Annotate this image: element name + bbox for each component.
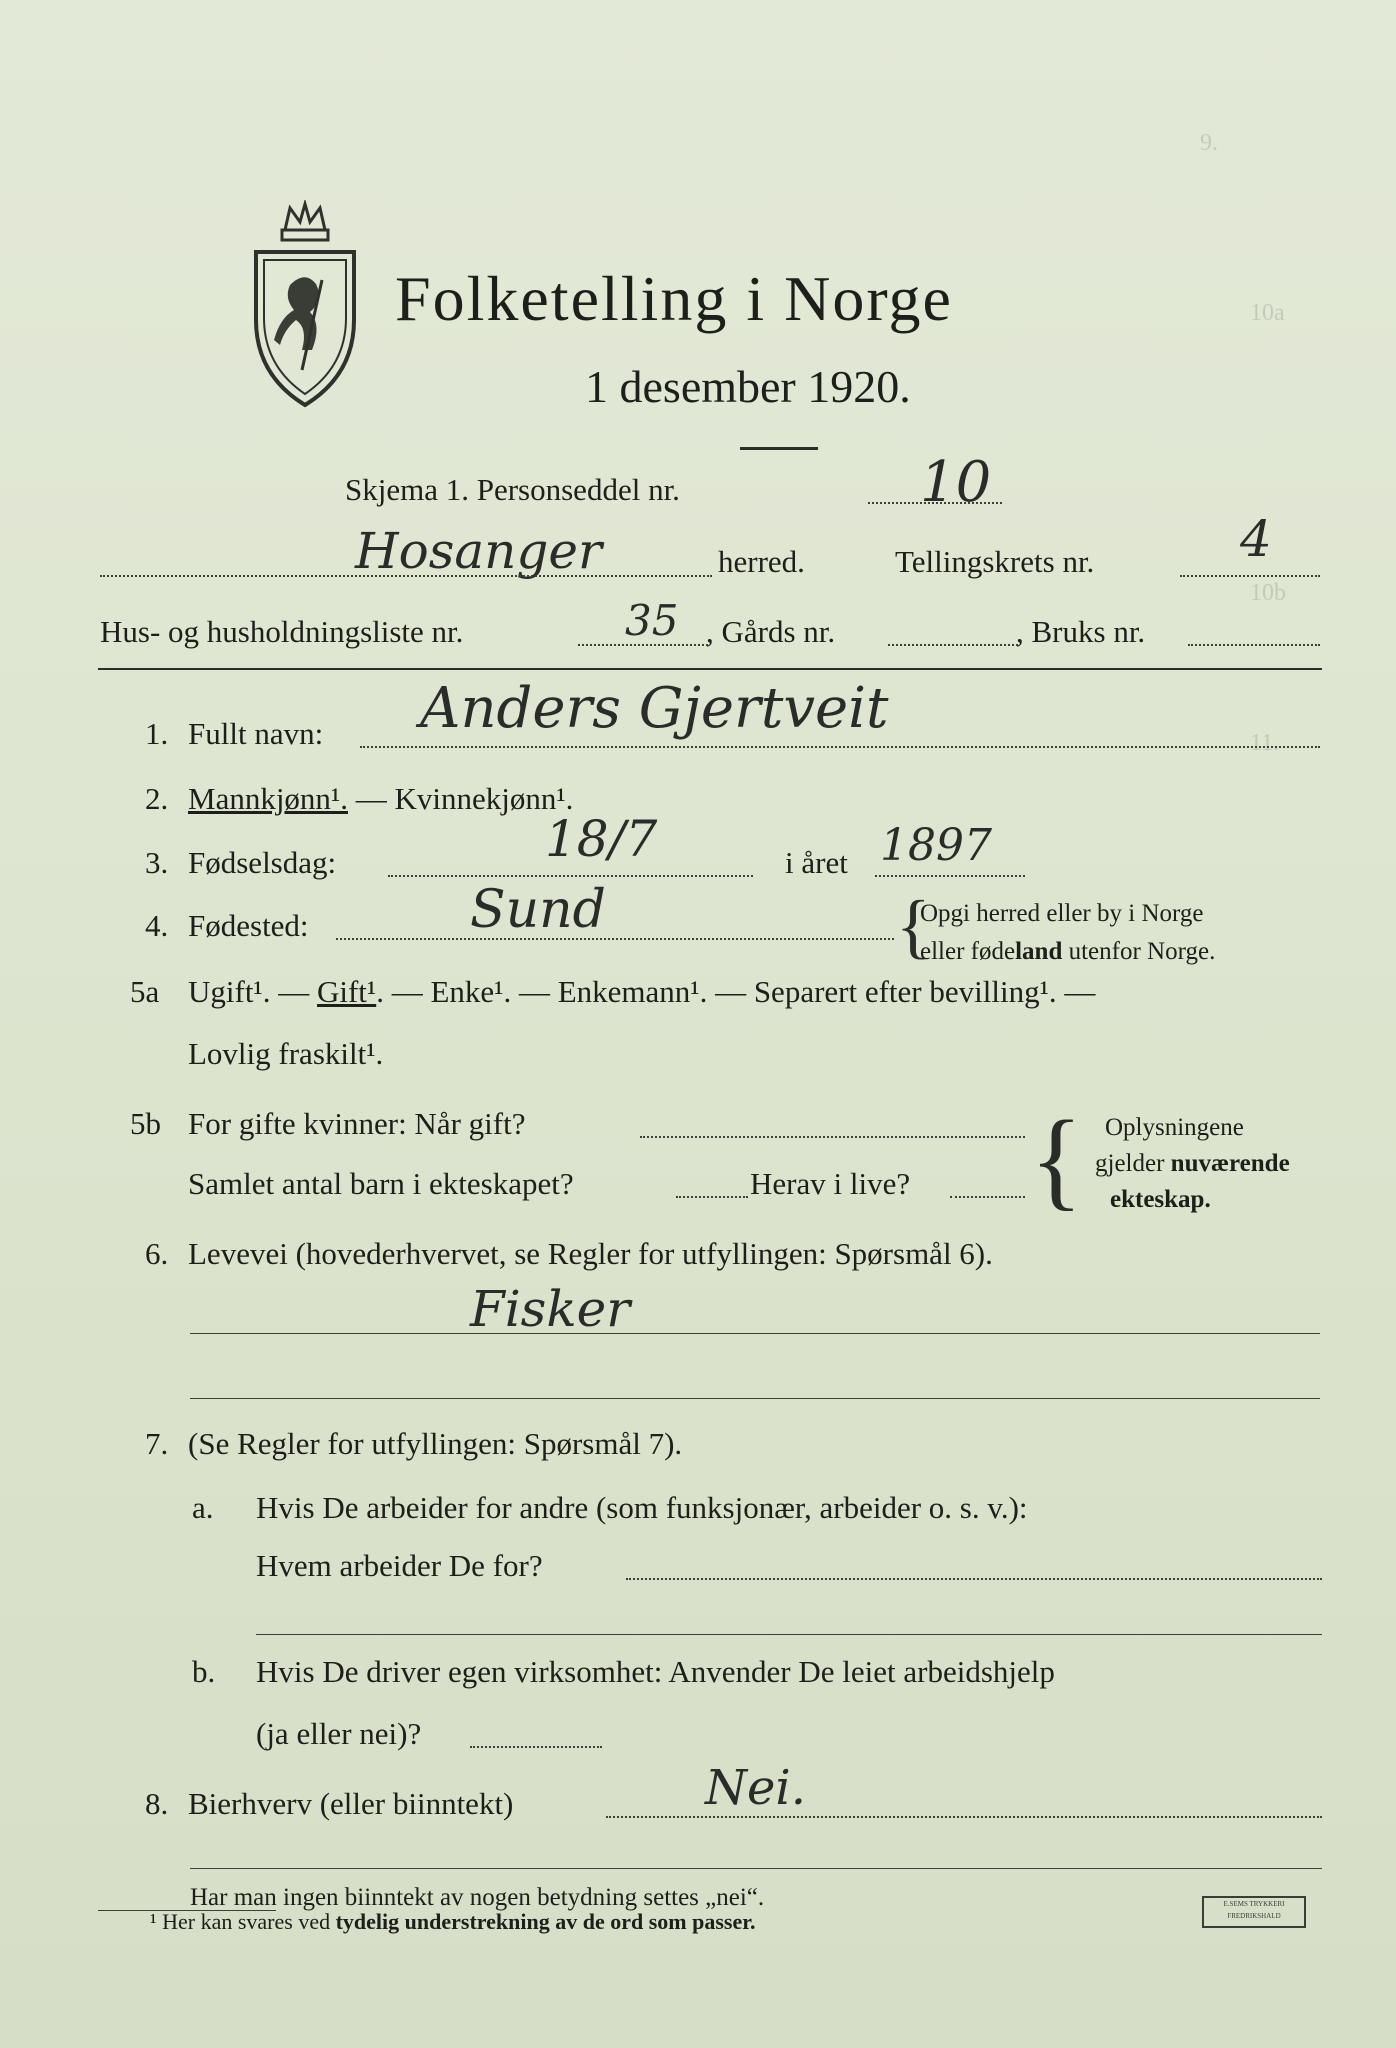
bruks-label: , Bruks nr. bbox=[1016, 614, 1146, 649]
gards-field-line bbox=[888, 644, 1018, 646]
q5b-alive-line bbox=[950, 1196, 1025, 1198]
q4-note-line2: eller fødeland utenfor Norge. bbox=[920, 938, 1216, 965]
q8-number: 8. bbox=[145, 1786, 169, 1821]
q4-number: 4. bbox=[145, 908, 169, 943]
birth-year-value: 1897 bbox=[880, 820, 992, 871]
male-option: Mannkjønn¹. bbox=[188, 781, 348, 816]
q7a-letter: a. bbox=[192, 1490, 214, 1525]
q7b-label: Hvis De driver egen virksomhet: Anvender De leiet arbeidshjelp bbox=[256, 1654, 1055, 1689]
q4-note-line1: Opgi herred eller by i Norge bbox=[920, 900, 1204, 927]
q3-year-label: i året bbox=[785, 845, 848, 880]
norway-crest-icon bbox=[250, 200, 360, 410]
bleed-through: 11. bbox=[1250, 730, 1280, 756]
q7-label: (Se Regler for utfyllingen: Spørsmål 7). bbox=[188, 1426, 683, 1461]
q7b-letter: b. bbox=[192, 1654, 216, 1689]
occupation-value: Fisker bbox=[470, 1280, 631, 1338]
bleed-through: 9. bbox=[1200, 130, 1218, 156]
q4-field-line bbox=[336, 938, 894, 940]
q8-field-line bbox=[606, 1816, 1322, 1818]
footer-note: Har man ingen biinntekt av nogen betydning settes „nei“. bbox=[190, 1884, 765, 1911]
skjema-label: Skjema 1. Personseddel nr. bbox=[345, 472, 680, 507]
q6-label: Levevei (hovederhvervet, se Regler for utfyllingen: Spørsmål 6). bbox=[188, 1236, 993, 1271]
full-name-value: Anders Gjertveit bbox=[420, 676, 889, 741]
q5b-brace: { bbox=[1030, 1098, 1083, 1220]
q7a-sub: Hvem arbeider De for? bbox=[256, 1548, 543, 1583]
q1-label: Fullt navn: bbox=[188, 716, 324, 751]
herred-value: Hosanger bbox=[355, 522, 602, 580]
q5b-note-line1: Oplysningene bbox=[1105, 1114, 1244, 1141]
q5a-line2: Lovlig fraskilt¹. bbox=[188, 1036, 384, 1071]
q5b-note-line3: ekteskap. bbox=[1110, 1186, 1211, 1213]
q7-number: 7. bbox=[145, 1426, 169, 1461]
q5a-number: 5a bbox=[130, 974, 160, 1009]
footnote: ¹ Her kan svares ved tydelig understrekning av de ord som passer. bbox=[150, 1909, 756, 1934]
q5b-note-line2: gjelder nuværende bbox=[1095, 1150, 1290, 1177]
herred-label: herred. bbox=[718, 544, 805, 579]
birth-date-value: 18/7 bbox=[545, 810, 658, 868]
q4-label: Fødested: bbox=[188, 908, 309, 943]
q5b-alive-label: Herav i live? bbox=[750, 1166, 911, 1201]
year-field-line bbox=[875, 875, 1025, 877]
female-option: — Kvinnekjønn¹. bbox=[347, 781, 574, 816]
tellingskrets-label: Tellingskrets nr. bbox=[895, 544, 1095, 579]
q5b-number: 5b bbox=[130, 1106, 161, 1141]
bleed-through: 10a bbox=[1250, 300, 1285, 326]
sex-options bbox=[188, 781, 573, 817]
q1-field-line bbox=[360, 746, 1320, 748]
tellingskrets-field-line bbox=[1180, 575, 1320, 577]
q8-label: Bierhverv (eller biinntekt) bbox=[188, 1786, 514, 1821]
q5b-children-label: Samlet antal barn i ekteskapet? bbox=[188, 1166, 574, 1201]
q3-label: Fødselsdag: bbox=[188, 845, 337, 880]
q3-field-line bbox=[388, 875, 753, 877]
q3-number: 3. bbox=[145, 845, 169, 880]
q7b-sub: (ja eller nei)? bbox=[256, 1716, 422, 1751]
title-divider bbox=[740, 447, 818, 450]
married-option: Gift¹ bbox=[316, 974, 377, 1009]
bruks-field-line bbox=[1188, 644, 1320, 646]
q6-field-line bbox=[190, 1333, 1320, 1334]
printer-stamp: E.SEMS TRYKKERI FREDRIKSHALD bbox=[1202, 1896, 1306, 1928]
husliste-label: Hus- og husholdningsliste nr. bbox=[100, 614, 464, 649]
q7a-field-line bbox=[626, 1578, 1322, 1580]
q5b-children-line bbox=[676, 1196, 748, 1198]
birthplace-value: Sund bbox=[470, 880, 606, 940]
bleed-through: 10b bbox=[1250, 580, 1286, 606]
q5b-married-line bbox=[640, 1136, 1025, 1138]
q4-brace: { bbox=[896, 886, 931, 966]
gards-label: , Gårds nr. bbox=[706, 614, 836, 649]
marital-status-options: Ugift¹. — Gift¹. — Enke¹. — Enkemann¹. — Separert efter bevilling¹. — bbox=[188, 974, 1096, 1009]
header-rule bbox=[98, 668, 1322, 670]
q7a-label: Hvis De arbeider for andre (som funksjonær, arbeider o. s. v.): bbox=[256, 1490, 1028, 1525]
q5b-married-when: For gifte kvinner: Når gift? bbox=[188, 1106, 526, 1141]
q7b-field-line bbox=[470, 1746, 602, 1748]
q6-field-line-2 bbox=[190, 1398, 1320, 1399]
q1-number: 1. bbox=[145, 716, 169, 751]
tellingskrets-value: 4 bbox=[1240, 510, 1272, 568]
q7a-field-line-2 bbox=[256, 1634, 1322, 1635]
personseddel-value: 10 bbox=[920, 450, 992, 515]
q6-number: 6. bbox=[145, 1236, 169, 1271]
side-income-value: Nei. bbox=[705, 1760, 807, 1816]
husliste-value: 35 bbox=[625, 596, 679, 645]
q2-number: 2. bbox=[145, 781, 169, 816]
herred-field-line bbox=[100, 575, 712, 577]
census-date: 1 desember 1920. bbox=[585, 361, 911, 412]
q8-field-line-2 bbox=[190, 1868, 1322, 1869]
form-title: Folketelling i Norge bbox=[395, 263, 953, 334]
